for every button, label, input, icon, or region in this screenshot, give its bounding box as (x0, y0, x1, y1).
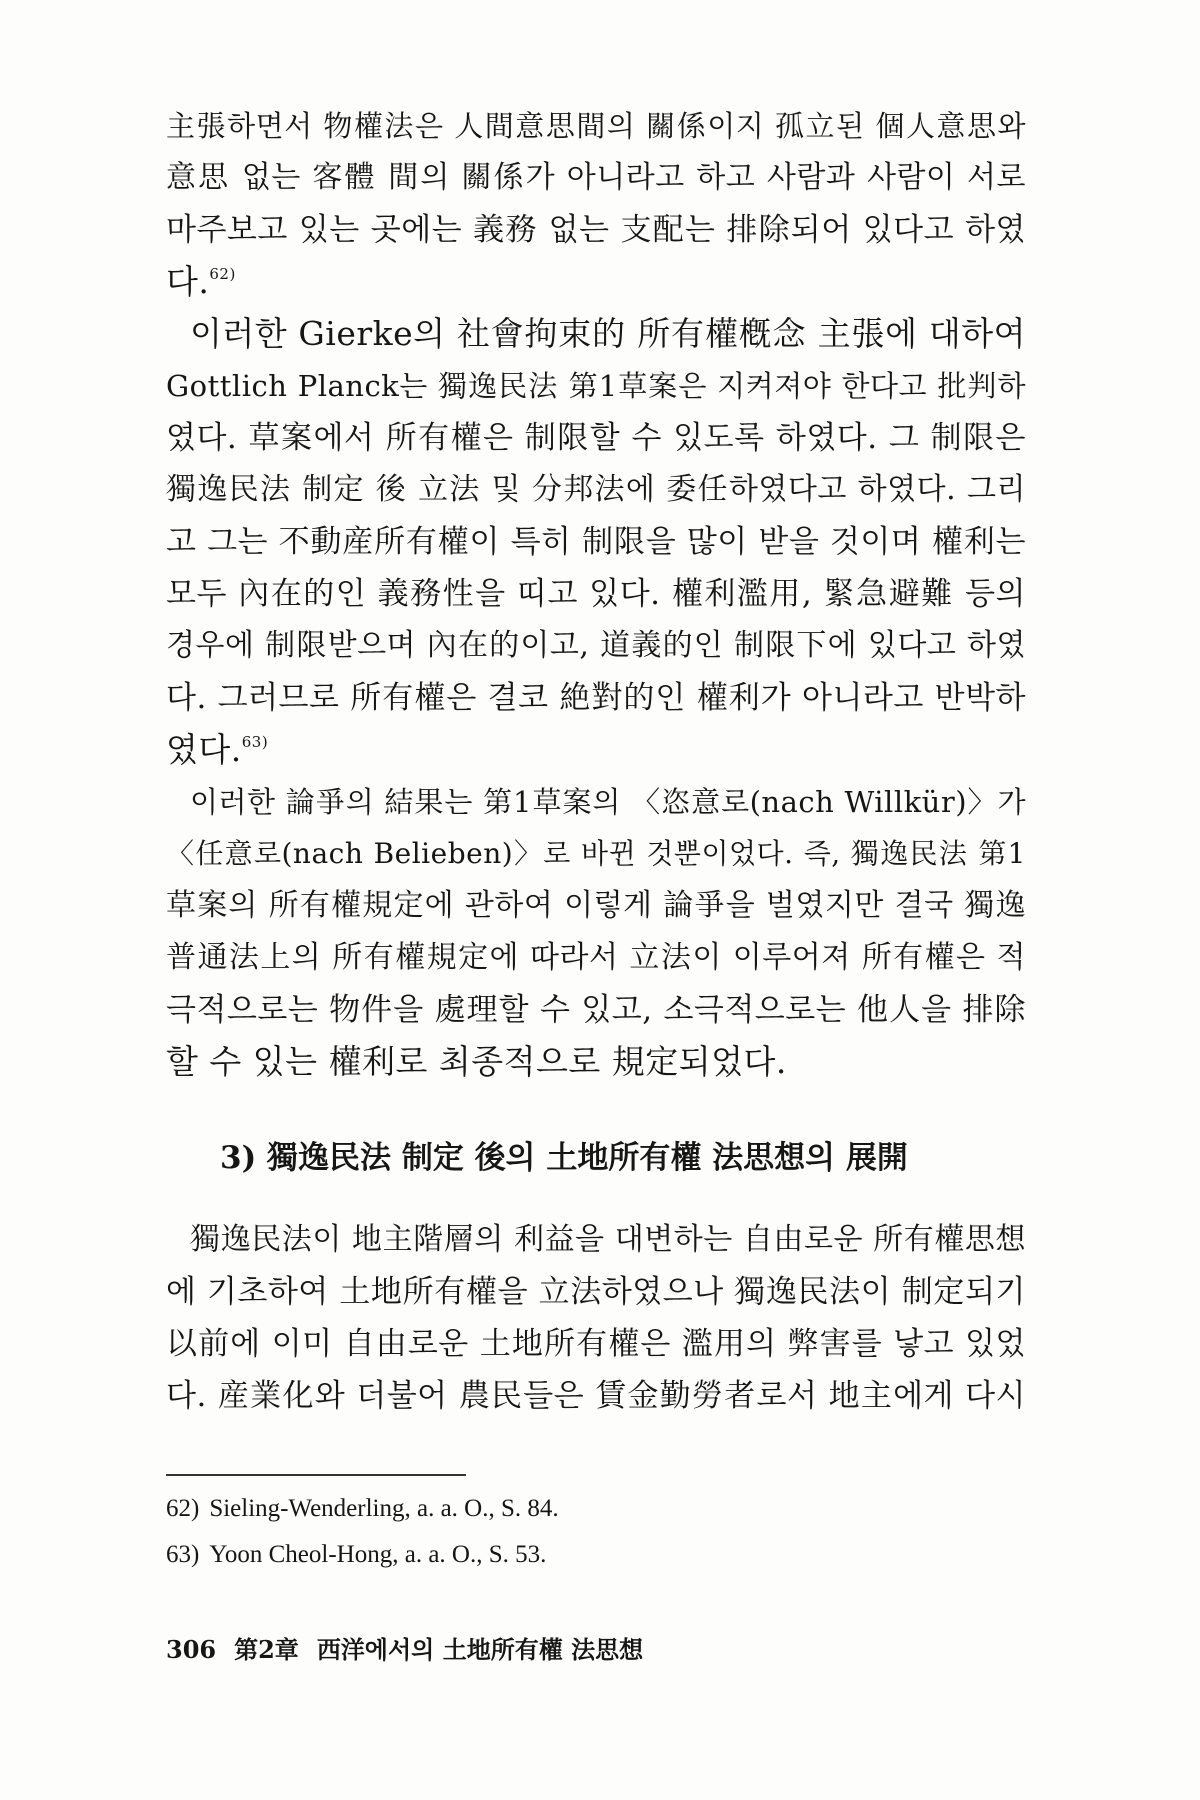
text-line: 다. 産業化와 더불어 農民들은 賃金勤勞者로서 地主에게 다시 (166, 1378, 1026, 1414)
text-line: 할 수 있는 權利로 최종적으로 規定되었다. (166, 1042, 787, 1081)
footnote (166, 1532, 1026, 1578)
chapter-number: 第2章 (234, 1635, 299, 1664)
text-line: 獨逸民法 制定 後 立法 및 分邦法에 委任하였다고 하였다. 그리 (166, 472, 1026, 507)
text-line: 獨逸民法이 地主階層의 利益을 대변하는 自由로운 所有權思想 (190, 1222, 1026, 1257)
text-line (166, 256, 1026, 308)
text-line: 意思 없는 客體 間의 關係가 아니라고 하고 사람과 사람이 서로 (166, 160, 1026, 195)
text-line: 主張하면서 物權法은 人間意思間의 關係이지 孤立된 個人意思와 (166, 109, 1026, 143)
footnote-ref: 63) (241, 733, 269, 751)
paragraph-1 (166, 100, 1026, 308)
footnote (166, 1486, 1026, 1532)
paragraph-2 (166, 308, 1026, 776)
footnote-text: Sieling-Wenderling, a. a. O., S. 84. (209, 1495, 559, 1522)
text-line: Gottlich Planck는 獨逸民法 第1草案은 지켜져야 한다고 批判하 (166, 369, 1026, 403)
footnote-ref: 62) (209, 265, 236, 283)
paragraph-3 (166, 776, 1026, 1088)
page-footer (166, 1630, 661, 1665)
footnote-number: 62) (166, 1495, 200, 1522)
text-line: 以前에 이미 自由로운 土地所有權은 濫用의 弊害를 낳고 있었 (166, 1326, 1026, 1362)
footnote-divider (166, 1474, 466, 1476)
text-line: 에 기초하여 土地所有權을 立法하였으나 獨逸民法이 制定되기 (166, 1274, 1026, 1310)
text-line: 극적으로는 物件을 處理할 수 있고, 소극적으로는 他人을 排除 (166, 992, 1026, 1028)
text-line: 草案의 所有權規定에 관하여 이렇게 論爭을 벌였지만 결국 獨逸 (166, 888, 1026, 923)
text-line: 마주보고 있는 곳에는 義務 없는 支配는 排除되어 있다고 하였 (166, 212, 1026, 248)
paragraph-4 (166, 1214, 1026, 1422)
text-line (166, 724, 1026, 776)
text-line: 다. 그러므로 所有權은 결코 絶對的인 權利가 아니라고 반박하 (166, 680, 1026, 716)
text-line: 고 그는 不動産所有權이 특히 制限을 많이 받을 것이며 權利는 (166, 524, 1026, 560)
text-line: 모두 內在的인 義務性을 띠고 있다. 權利濫用, 緊急避難 등의 (166, 576, 1026, 612)
footnote-text: Yoon Cheol-Hong, a. a. O., S. 53. (209, 1541, 547, 1568)
text-line: 이러한 論爭의 結果는 第1草案의 〈恣意로(nach Willkür)〉가 (190, 785, 1026, 819)
text-line: 경우에 制限받으며 內在的이고, 道義的인 制限下에 있다고 하였 (166, 628, 1026, 663)
footnote-number: 63) (166, 1541, 200, 1568)
text-fragment: 다. (166, 262, 210, 301)
page-number: 306 (166, 1635, 217, 1664)
text-line: 普通法上의 所有權規定에 따라서 立法이 이루어져 所有權은 적 (166, 940, 1026, 975)
text-line: 〈任意로(nach Belieben)〉로 바뀐 것뿐이었다. 즉, 獨逸民法 第1 (166, 837, 1026, 870)
section-heading: 3) 獨逸民法 制定 後의 土地所有權 法思想의 展開 (220, 1140, 908, 1176)
text-fragment: 였다. (166, 730, 242, 769)
text-line: 이러한 Gierke의 社會拘束的 所有權槪念 主張에 대하여 (190, 314, 1026, 353)
chapter-title: 西洋에서의 土地所有權 法思想 (316, 1635, 644, 1664)
text-line: 였다. 草案에서 所有權은 制限할 수 있도록 하였다. 그 制限은 (166, 420, 1026, 456)
page-body (166, 100, 1026, 1578)
